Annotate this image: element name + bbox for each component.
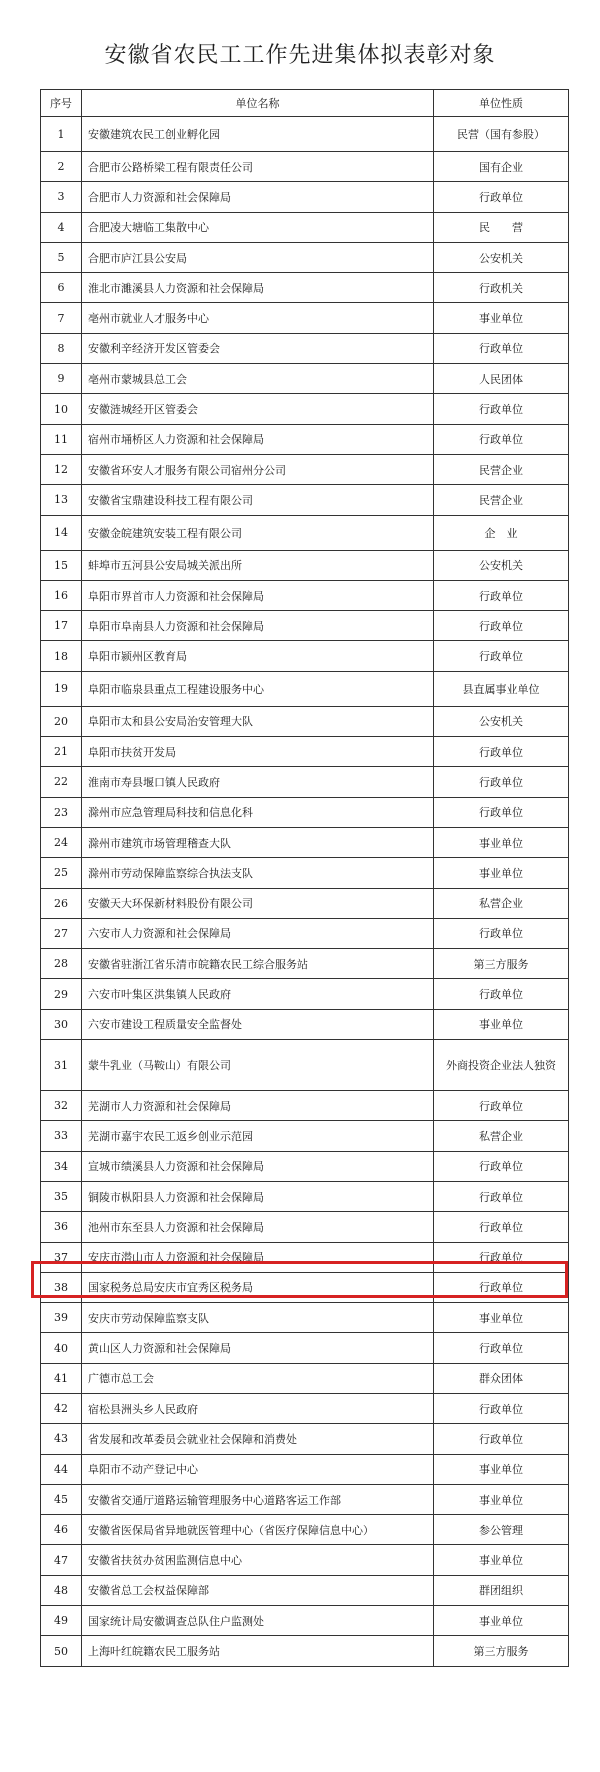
cell-name: 宿松县洲头乡人民政府 (82, 1393, 434, 1423)
cell-num: 12 (41, 454, 82, 484)
cell-type: 第三方服务 (434, 949, 569, 979)
table-row (41, 671, 569, 706)
table-row (41, 1606, 569, 1636)
cell-name: 亳州市蒙城县总工会 (82, 364, 434, 394)
cell-num: 40 (41, 1333, 82, 1363)
cell-name: 合肥市人力资源和社会保障局 (82, 182, 434, 212)
table-row (41, 1333, 569, 1363)
table-row (41, 611, 569, 641)
cell-name: 安徽涟城经开区管委会 (82, 394, 434, 424)
table-row (41, 333, 569, 363)
cell-type: 行政单位 (434, 1212, 569, 1242)
cell-type: 行政单位 (434, 641, 569, 671)
cell-name: 国家统计局安徽调查总队住户监测处 (82, 1606, 434, 1636)
table-row (41, 888, 569, 918)
table-row (41, 152, 569, 182)
cell-name: 安徽省交通厅道路运输管理服务中心道路客运工作部 (82, 1484, 434, 1514)
cell-num: 15 (41, 550, 82, 580)
cell-type: 事业单位 (434, 1606, 569, 1636)
table-row (41, 580, 569, 610)
cell-name: 六安市叶集区洪集镇人民政府 (82, 979, 434, 1009)
cell-type: 事业单位 (434, 827, 569, 857)
cell-num: 48 (41, 1575, 82, 1605)
cell-name: 阜阳市临泉县重点工程建设服务中心 (82, 671, 434, 706)
cell-name: 合肥凌大塘临工集散中心 (82, 212, 434, 242)
cell-type: 事业单位 (434, 303, 569, 333)
table-row (41, 1393, 569, 1423)
cell-num: 37 (41, 1242, 82, 1272)
cell-type: 事业单位 (434, 1303, 569, 1333)
table-row (41, 706, 569, 736)
cell-num: 16 (41, 580, 82, 610)
cell-type: 行政单位 (434, 1333, 569, 1363)
cell-type: 私营企业 (434, 1121, 569, 1151)
page-title: 安徽省农民工工作先进集体拟表彰对象 (104, 43, 496, 68)
cell-type: 事业单位 (434, 1454, 569, 1484)
cell-num: 30 (41, 1009, 82, 1039)
cell-type: 民营（国有参股） (434, 117, 569, 152)
table-row (41, 737, 569, 767)
cell-name: 蚌埠市五河县公安局城关派出所 (82, 550, 434, 580)
cell-type: 行政单位 (434, 1393, 569, 1423)
cell-name: 上海叶红皖籍农民工服务站 (82, 1636, 434, 1666)
cell-name: 合肥市庐江县公安局 (82, 242, 434, 272)
cell-name: 国家税务总局安庆市宜秀区税务局 (82, 1272, 434, 1302)
cell-type: 事业单位 (434, 1545, 569, 1575)
cell-name: 六安市人力资源和社会保障局 (82, 918, 434, 948)
cell-name: 滁州市建筑市场管理稽查大队 (82, 827, 434, 857)
cell-num: 13 (41, 485, 82, 515)
cell-type: 群众团体 (434, 1363, 569, 1393)
table-row (41, 1303, 569, 1333)
cell-num: 27 (41, 918, 82, 948)
table-row (41, 827, 569, 857)
cell-name: 阜阳市阜南县人力资源和社会保障局 (82, 611, 434, 641)
cell-num: 28 (41, 949, 82, 979)
cell-name: 黄山区人力资源和社会保障局 (82, 1333, 434, 1363)
cell-type: 行政单位 (434, 918, 569, 948)
cell-type: 参公管理 (434, 1515, 569, 1545)
cell-num: 10 (41, 394, 82, 424)
table-row (41, 767, 569, 797)
cell-name: 合肥市公路桥梁工程有限责任公司 (82, 152, 434, 182)
cell-name: 亳州市就业人才服务中心 (82, 303, 434, 333)
cell-name: 滁州市劳动保障监察综合执法支队 (82, 858, 434, 888)
cell-num: 35 (41, 1181, 82, 1211)
cell-num: 20 (41, 706, 82, 736)
cell-num: 24 (41, 827, 82, 857)
cell-name: 芜湖市嘉宇农民工返乡创业示范园 (82, 1121, 434, 1151)
cell-num: 44 (41, 1454, 82, 1484)
cell-num: 9 (41, 364, 82, 394)
cell-type: 行政单位 (434, 1272, 569, 1302)
cell-name: 淮南市寿县堰口镇人民政府 (82, 767, 434, 797)
cell-type: 行政单位 (434, 182, 569, 212)
cell-type: 行政单位 (434, 767, 569, 797)
cell-name: 安徽省总工会权益保障部 (82, 1575, 434, 1605)
cell-num: 31 (41, 1040, 82, 1091)
cell-num: 43 (41, 1424, 82, 1454)
table-row (41, 1121, 569, 1151)
cell-type: 行政单位 (434, 333, 569, 363)
cell-num: 6 (41, 273, 82, 303)
honoree-table (40, 89, 569, 1667)
table-row (41, 979, 569, 1009)
cell-name: 阜阳市颍州区教育局 (82, 641, 434, 671)
cell-name: 铜陵市枞阳县人力资源和社会保障局 (82, 1181, 434, 1211)
cell-num: 23 (41, 797, 82, 827)
cell-name: 安徽天大环保新材料股份有限公司 (82, 888, 434, 918)
table-row (41, 182, 569, 212)
table-row (41, 1545, 569, 1575)
cell-num: 29 (41, 979, 82, 1009)
cell-name: 安庆市劳动保障监察支队 (82, 1303, 434, 1333)
table-row (41, 1040, 569, 1091)
cell-type: 行政单位 (434, 797, 569, 827)
cell-name: 阜阳市界首市人力资源和社会保障局 (82, 580, 434, 610)
table-row (41, 918, 569, 948)
table-row (41, 1484, 569, 1514)
table-row (41, 1575, 569, 1605)
cell-num: 5 (41, 242, 82, 272)
cell-type: 行政单位 (434, 1181, 569, 1211)
cell-type: 事业单位 (434, 858, 569, 888)
cell-num: 42 (41, 1393, 82, 1423)
cell-num: 11 (41, 424, 82, 454)
table-row (41, 858, 569, 888)
header-type: 单位性质 (434, 90, 569, 117)
cell-num: 2 (41, 152, 82, 182)
cell-num: 25 (41, 858, 82, 888)
table-row (41, 949, 569, 979)
table-row (41, 117, 569, 152)
cell-name: 安庆市潜山市人力资源和社会保障局 (82, 1242, 434, 1272)
header-num: 序号 (41, 90, 82, 117)
cell-name: 安徽利辛经济开发区管委会 (82, 333, 434, 363)
table-row (41, 454, 569, 484)
cell-name: 阜阳市太和县公安局治安管理大队 (82, 706, 434, 736)
cell-type: 公安机关 (434, 242, 569, 272)
cell-num: 36 (41, 1212, 82, 1242)
table-row (41, 641, 569, 671)
table-row (41, 1009, 569, 1039)
cell-type: 行政单位 (434, 580, 569, 610)
cell-name: 广德市总工会 (82, 1363, 434, 1393)
table-row (41, 515, 569, 550)
table-row (41, 1091, 569, 1121)
cell-name: 安徽建筑农民工创业孵化园 (82, 117, 434, 152)
cell-name: 安徽省医保局省异地就医管理中心（省医疗保障信息中心） (82, 1515, 434, 1545)
cell-type: 县直属事业单位 (434, 671, 569, 706)
cell-name: 滁州市应急管理局科技和信息化科 (82, 797, 434, 827)
cell-num: 45 (41, 1484, 82, 1514)
table-row (41, 485, 569, 515)
cell-type: 行政单位 (434, 394, 569, 424)
cell-num: 7 (41, 303, 82, 333)
cell-name: 阜阳市不动产登记中心 (82, 1454, 434, 1484)
cell-name: 省发展和改革委员会就业社会保障和消费处 (82, 1424, 434, 1454)
table-row (41, 1363, 569, 1393)
cell-name: 安徽金皖建筑安装工程有限公司 (82, 515, 434, 550)
cell-type: 第三方服务 (434, 1636, 569, 1666)
cell-num: 8 (41, 333, 82, 363)
cell-num: 21 (41, 737, 82, 767)
cell-name: 芜湖市人力资源和社会保障局 (82, 1091, 434, 1121)
table-header-row (41, 90, 569, 117)
cell-type: 行政机关 (434, 273, 569, 303)
cell-num: 17 (41, 611, 82, 641)
cell-num: 50 (41, 1636, 82, 1666)
cell-num: 32 (41, 1091, 82, 1121)
table-row (41, 273, 569, 303)
table-row (41, 394, 569, 424)
cell-num: 39 (41, 1303, 82, 1333)
table-row (41, 1151, 569, 1181)
cell-num: 41 (41, 1363, 82, 1393)
cell-type: 外商投资企业法人独资 (434, 1040, 569, 1091)
table-row (41, 550, 569, 580)
cell-type: 行政单位 (434, 1091, 569, 1121)
cell-name: 安徽省环安人才服务有限公司宿州分公司 (82, 454, 434, 484)
cell-num: 19 (41, 671, 82, 706)
cell-num: 4 (41, 212, 82, 242)
cell-type: 人民团体 (434, 364, 569, 394)
cell-type: 群团组织 (434, 1575, 569, 1605)
table-row (41, 212, 569, 242)
cell-num: 3 (41, 182, 82, 212)
cell-type: 行政单位 (434, 737, 569, 767)
cell-type: 公安机关 (434, 550, 569, 580)
cell-num: 18 (41, 641, 82, 671)
cell-name: 池州市东至县人力资源和社会保障局 (82, 1212, 434, 1242)
cell-num: 38 (41, 1272, 82, 1302)
table-row (41, 1636, 569, 1666)
table-row (41, 797, 569, 827)
cell-type: 私营企业 (434, 888, 569, 918)
cell-name: 安徽省扶贫办贫困监测信息中心 (82, 1545, 434, 1575)
cell-num: 22 (41, 767, 82, 797)
cell-num: 26 (41, 888, 82, 918)
cell-num: 46 (41, 1515, 82, 1545)
table-row (41, 242, 569, 272)
table-row (41, 1212, 569, 1242)
cell-name: 六安市建设工程质量安全监督处 (82, 1009, 434, 1039)
cell-num: 1 (41, 117, 82, 152)
cell-name: 宿州市埇桥区人力资源和社会保障局 (82, 424, 434, 454)
cell-type: 民营企业 (434, 454, 569, 484)
table-row (41, 1242, 569, 1272)
cell-num: 47 (41, 1545, 82, 1575)
cell-name: 安徽省驻浙江省乐清市皖籍农民工综合服务站 (82, 949, 434, 979)
table-row (41, 303, 569, 333)
cell-num: 34 (41, 1151, 82, 1181)
cell-type: 行政单位 (434, 1151, 569, 1181)
cell-type: 企 业 (434, 515, 569, 550)
cell-name: 宣城市绩溪县人力资源和社会保障局 (82, 1151, 434, 1181)
table-row (41, 1454, 569, 1484)
cell-num: 49 (41, 1606, 82, 1636)
cell-type: 民营企业 (434, 485, 569, 515)
cell-name: 阜阳市扶贫开发局 (82, 737, 434, 767)
table-row (41, 424, 569, 454)
header-name: 单位名称 (82, 90, 434, 117)
table-row (41, 364, 569, 394)
cell-type: 行政单位 (434, 1424, 569, 1454)
cell-name: 淮北市濉溪县人力资源和社会保障局 (82, 273, 434, 303)
cell-type: 行政单位 (434, 424, 569, 454)
cell-name: 安徽省宝鼎建设科技工程有限公司 (82, 485, 434, 515)
cell-type: 事业单位 (434, 1484, 569, 1514)
cell-type: 公安机关 (434, 706, 569, 736)
cell-type: 事业单位 (434, 1009, 569, 1039)
cell-num: 33 (41, 1121, 82, 1151)
table-row (41, 1272, 569, 1302)
cell-type: 行政单位 (434, 611, 569, 641)
cell-type: 行政单位 (434, 979, 569, 1009)
table-row (41, 1515, 569, 1545)
table-row (41, 1424, 569, 1454)
cell-type: 民 营 (434, 212, 569, 242)
cell-name: 蒙牛乳业（马鞍山）有限公司 (82, 1040, 434, 1091)
table-row (41, 1181, 569, 1211)
cell-type: 行政单位 (434, 1242, 569, 1272)
cell-num: 14 (41, 515, 82, 550)
cell-type: 国有企业 (434, 152, 569, 182)
